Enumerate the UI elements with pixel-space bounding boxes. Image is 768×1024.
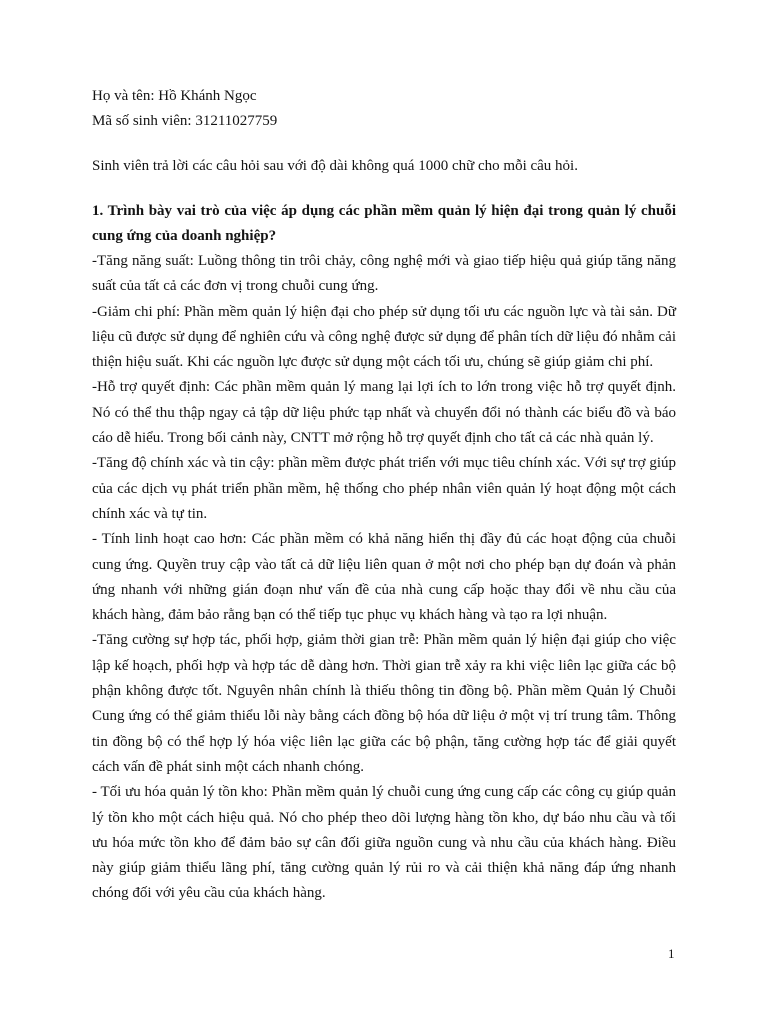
document-page — [92, 84, 676, 907]
answer-paragraph-decision: -Hỗ trợ quyết định: Các phần mềm quản lý mang lại lợi ích to lớn trong việc hỗ trợ quyết định. Nó có thể thu thập ngay cả tập dữ liệu phức tạp nhất và chuyển đổi nó thành các biểu đồ và báo cáo dễ hiểu. Trong bối cảnh này, CNTT mở rộng hỗ trợ quyết định cho tất cả các nhà quản lý. — [92, 379, 676, 447]
answer-paragraph-cost: -Giảm chi phí: Phần mềm quản lý hiện đại cho phép sử dụng tối ưu các nguồn lực và tài sản. Dữ liệu cũ được sử dụng để nghiên cứu và công nghệ được sử dụng để phân tích dữ liệu đó nhằm cải thiện hiệu suất. Khi các nguồn lực được sử dụng một cách tối ưu, chúng sẽ giúp giảm chi phí. — [92, 303, 676, 371]
instruction-text: Sinh viên trả lời các câu hỏi sau với độ dài không quá 1000 chữ cho mỗi câu hỏi. — [92, 158, 578, 174]
answer-paragraph-flexibility: - Tính linh hoạt cao hơn: Các phần mềm có khả năng hiển thị đầy đủ các hoạt động của chuỗi cung ứng. Quyền truy cập vào tất cả dữ liệu liên quan ở một nơi cho phép bạn dự đoán và phản ứng nhanh với những gián đoạn như vấn đề của nhà cung cấp hoặc thay đổi về nhu cầu của khách hàng, đảm bảo rằng bạn có thể tiếp tục phục vụ khách hàng và tạo ra lợi nhuận. — [92, 531, 676, 624]
answer-paragraph-inventory: - Tối ưu hóa quản lý tồn kho: Phần mềm quản lý chuỗi cung ứng cung cấp các công cụ giúp quản lý tồn kho một cách hiệu quả. Nó cho phép theo dõi lượng hàng tồn kho, dự báo nhu cầu và tối ưu hóa mức tồn kho để đảm bảo sự cân đối giữa nguồn cung và nhu cầu của khách hàng. Điều này giúp giảm thiểu lãng phí, tăng cường quản lý rủi ro và cải thiện khả năng đáp ứng nhanh chóng đối với yêu cầu của khách hàng. — [92, 784, 676, 902]
student-name-line: Họ và tên: Hồ Khánh Ngọc — [92, 88, 257, 104]
answer-paragraph-productivity: -Tăng năng suất: Luồng thông tin trôi chảy, công nghệ mới và giao tiếp hiệu quả giúp tăng năng suất của tất cả các đơn vị trong chuỗi cung ứng. — [92, 253, 676, 295]
answer-paragraph-collaboration: -Tăng cường sự hợp tác, phối hợp, giảm thời gian trễ: Phần mềm quản lý hiện đại giúp cho việc lập kế hoạch, phối hợp và hợp tác dễ dàng hơn. Thời gian trễ xảy ra khi việc liên lạc giữa các bộ phận không được tốt. Nguyên nhân chính là thiếu thông tin đồng bộ. Phần mềm Quản lý Chuỗi Cung ứng có thể giảm thiểu lỗi này bằng cách đồng bộ hóa dữ liệu ở một vị trí trung tâm. Thông tin đồng bộ có thể hợp lý hóa việc liên lạc giữa các bộ phận, tăng cường hợp tác để giải quyết cách vấn đề phát sinh một cách nhanh chóng. — [92, 632, 676, 775]
student-id-line: Mã số sinh viên: 31211027759 — [92, 113, 278, 129]
answer-paragraph-accuracy: -Tăng độ chính xác và tin cậy: phần mềm được phát triển với mục tiêu chính xác. Với sự trợ giúp của các dịch vụ phát triển phần mềm, hệ thống cho phép nhân viên quản lý hoạt động một cách chính xác và tự tin. — [92, 455, 676, 522]
question-1-title: 1. Trình bày vai trò của việc áp dụng các phần mềm quản lý hiện đại trong quản lý chuỗi cung ứng của doanh nghiệp? — [92, 203, 676, 244]
page-number: 1 — [668, 946, 675, 961]
